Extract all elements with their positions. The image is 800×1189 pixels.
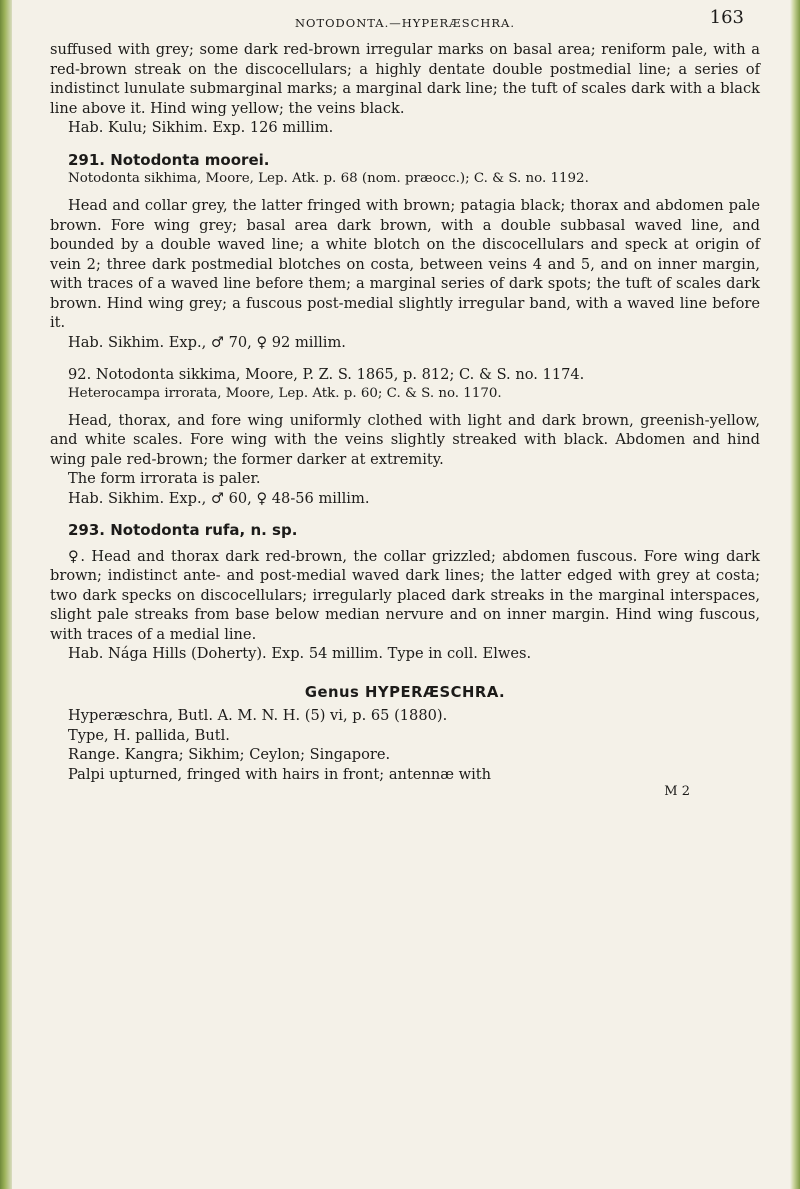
species-description-292: Head, thorax, and fore wing uniformly clothed with light and dark brown, greenish-yellow, and white scales. Fore wing with the veins slightly streaked with black. Abdomen and hind wing pale red-brown; the former darker at extremity. — [50, 411, 760, 468]
book-binding-left-edge — [0, 0, 12, 1189]
running-head — [50, 0, 760, 40]
form-note-292: The form irrorata is paler. — [68, 470, 261, 487]
species-heading-291: 291. Notodonta moorei. — [68, 150, 270, 169]
habitat-line-292: Hab. Sikhim. Exp., ♂ 60, ♀ 48-56 millim. — [68, 489, 370, 507]
species-description-291: Head and collar grey, the latter fringed with brown; patagia black; thorax and abdomen pale brown. Fore wing grey; basal area dark brown, with a double subbasal waved line, and bounded by a double waved line; a white blotch on the discocellulars and speck at origin of vein 2; three dark postmedial blotches on costa, between veins 4 and 5, and on inner margin, with traces of a waved line before them; a marginal series of dark spots; the tuft of scales dark brown. Hind wing grey; a fuscous post-medial slightly irregular band, with a waved line before it. — [50, 197, 760, 331]
synonym-line-292: Heterocampa irrorata, Moore, Lep. Atk. p. 60; C. & S. no. 1170. — [68, 385, 502, 401]
genus-synonym: Hyperæschra, Butl. A. M. N. H. (5) vi, p. 65 (1880). — [68, 707, 448, 724]
page-number: 163 — [709, 7, 744, 28]
synonym-line-291: Notodonta sikhima, Moore, Lep. Atk. p. 68 (nom. præocc.); C. & S. no. 1192. — [68, 171, 589, 186]
genus-heading: Genus HYPERÆSCHRA. — [304, 683, 506, 701]
genus-palpi-description: Palpi upturned, fringed with hairs in front; antennæ with — [68, 765, 492, 783]
species-description-293: ♀. Head and thorax dark red-brown, the collar grizzled; abdomen fuscous. Fore wing dark brown; indistinct ante- and post-medial waved dark lines; the latter edged with grey at costa; two dark specks on discocellulars; irregularly placed dark streaks in the marginal interspaces, slight pale streaks from base below median nervure and on inner margin. Hind wing fuscous, with traces of a medial line. — [50, 547, 760, 643]
habitat-line-293: Hab. Nága Hills (Doherty). Exp. 54 millim. Type in coll. Elwes. — [68, 645, 532, 662]
running-title: NOTODONTA.—HYPERÆSCHRA. — [294, 16, 516, 30]
continued-description: suffused with grey; some dark red-brown irregular marks on basal area; reniform pale, with a red-brown streak on the discocellulars; a highly dentate double postmedial line; a series of indistinct lunulate submarginal marks; a marginal dark line; the tuft of scales dark with a black line above it. Hind wing yellow; the veins black. — [50, 41, 760, 117]
species-heading-293: 293. Notodonta rufa, n. sp. — [68, 521, 298, 539]
habitat-line: Hab. Kulu; Sikhim. Exp. 126 millim. — [68, 119, 334, 136]
book-page — [50, 0, 760, 800]
species-heading-292: 92. Notodonta sikkima, Moore, P. Z. S. 1865, p. 812; C. & S. no. 1174. — [68, 366, 585, 383]
habitat-line-291: Hab. Sikhim. Exp., ♂ 70, ♀ 92 millim. — [68, 333, 346, 351]
genus-range: Range. Kangra; Sikhim; Ceylon; Singapore. — [68, 746, 391, 763]
book-binding-right-edge — [790, 0, 800, 1189]
signature-mark: M 2 — [664, 784, 690, 799]
genus-type: Type, H. pallida, Butl. — [68, 726, 230, 744]
